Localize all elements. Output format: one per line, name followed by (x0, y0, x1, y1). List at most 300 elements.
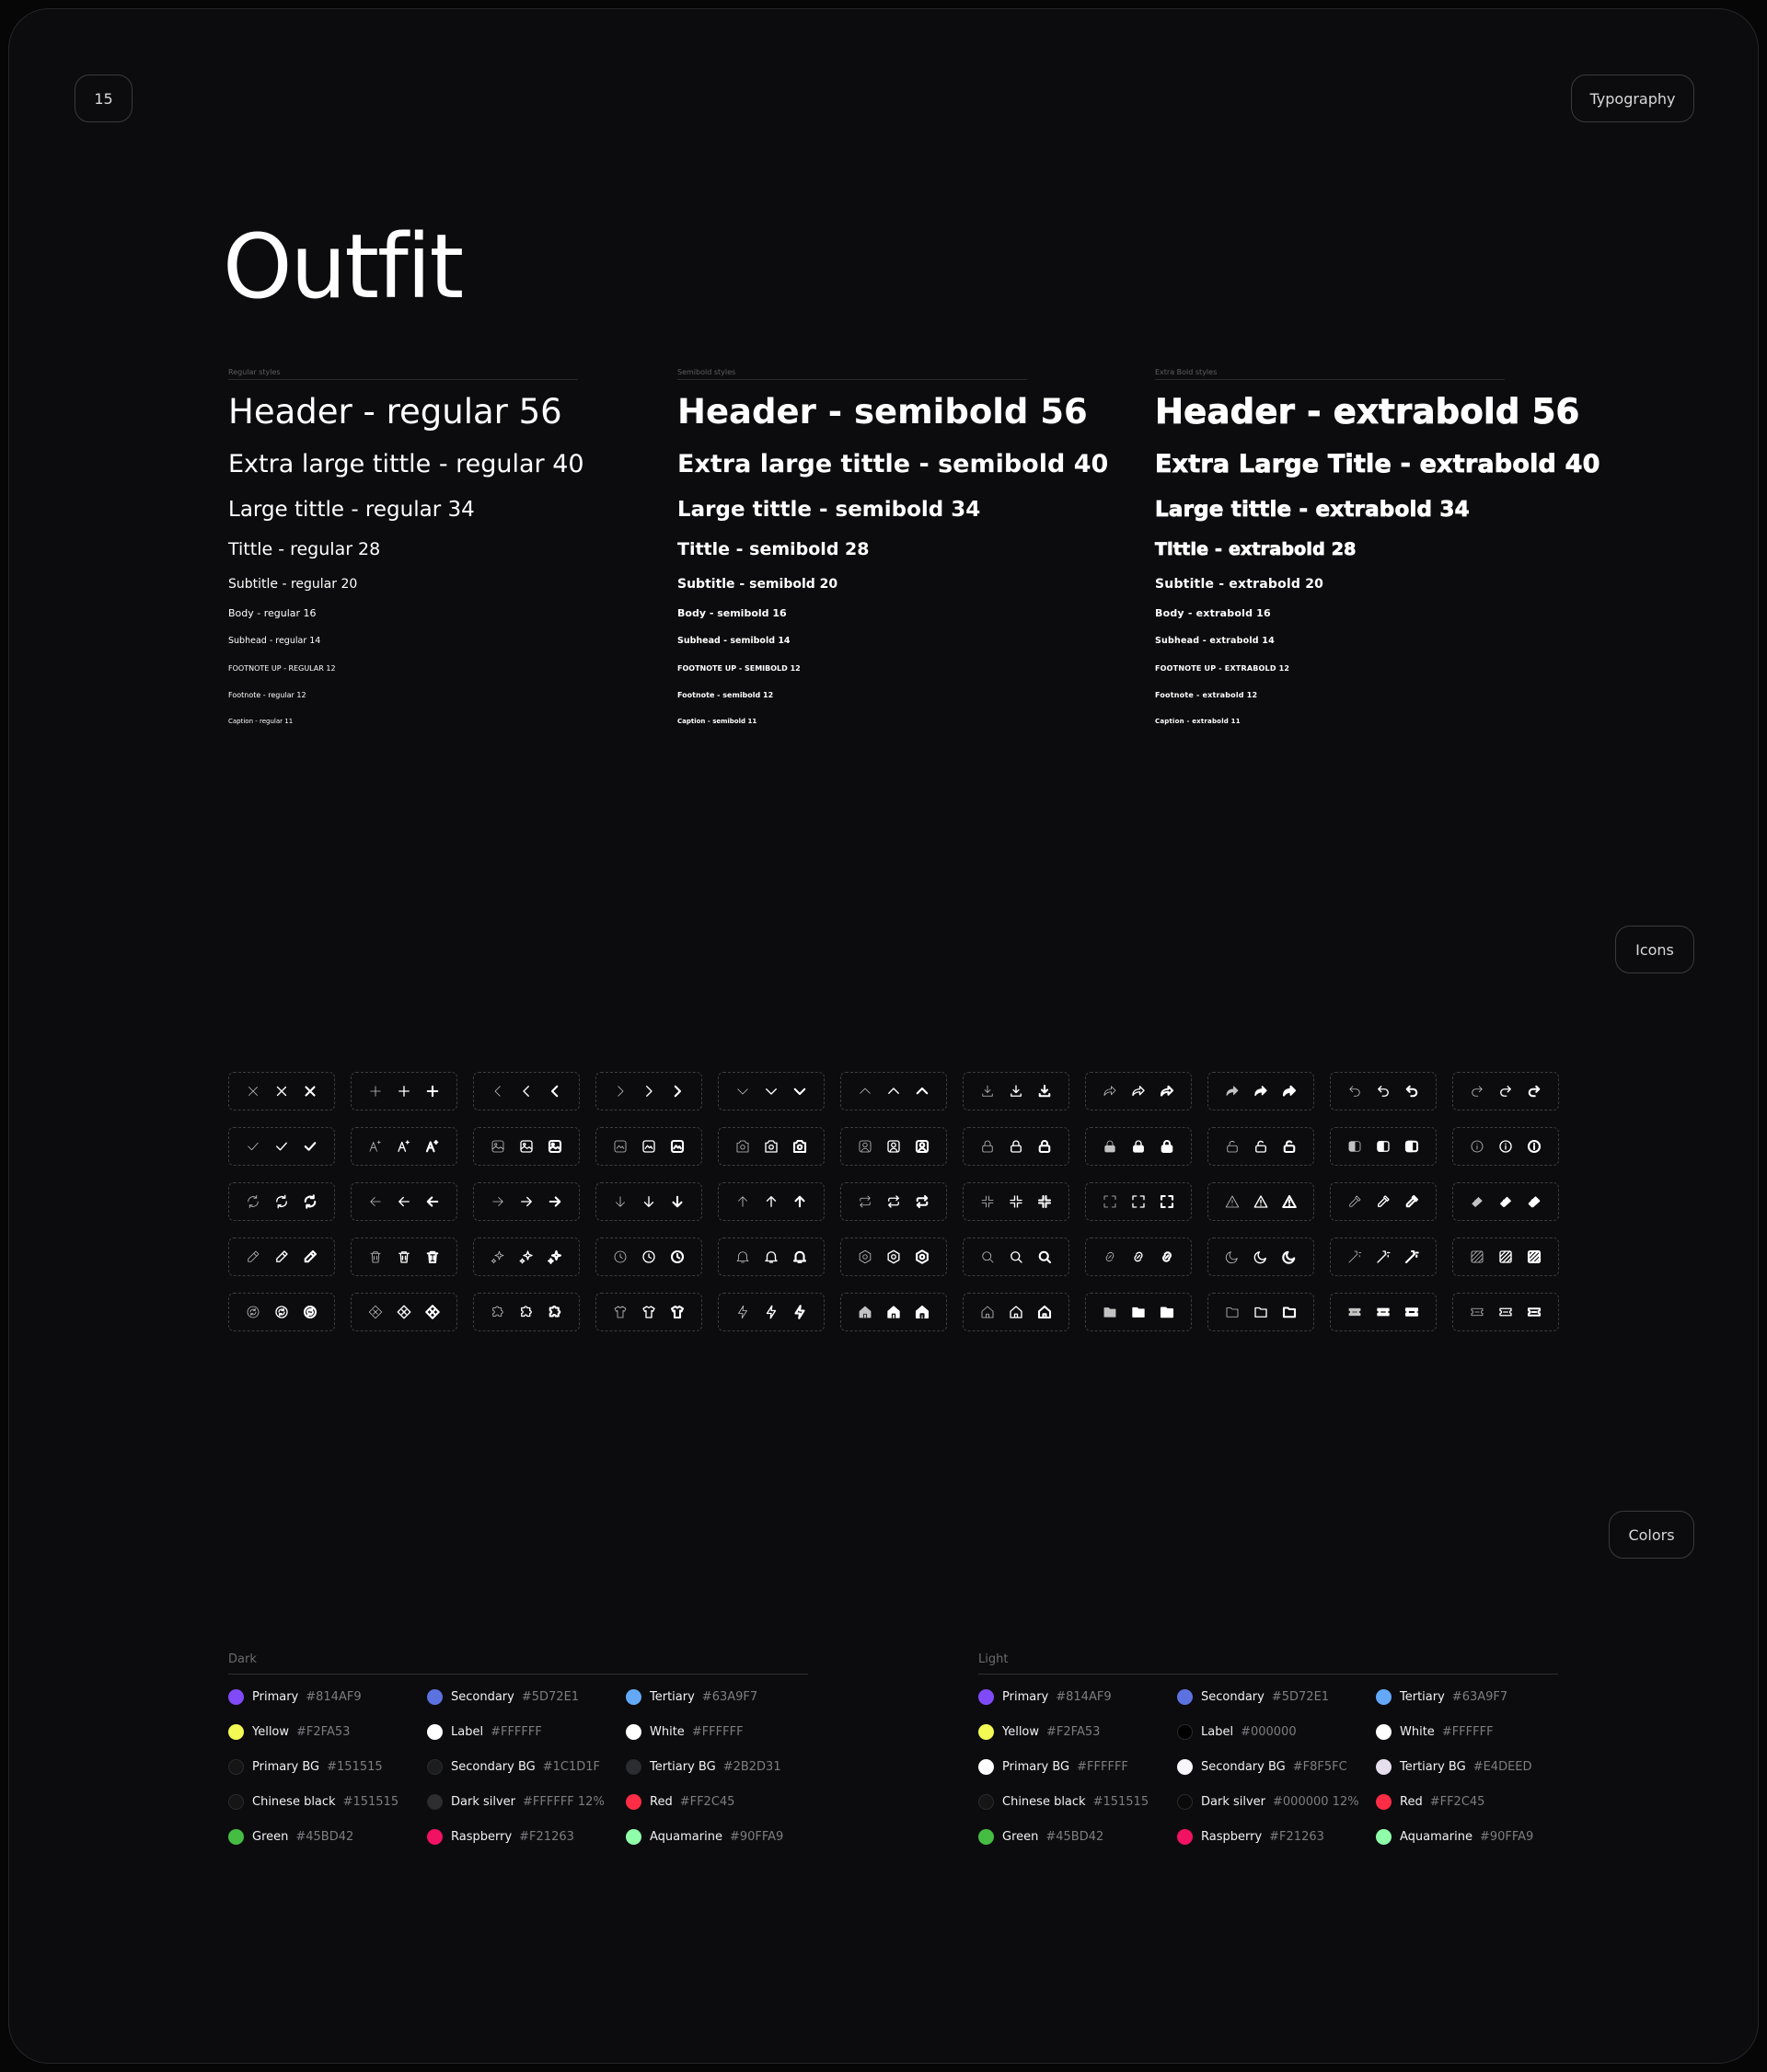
style-title: Tittle - semibold 28 (677, 539, 870, 559)
hatch-light-icon (1467, 1247, 1487, 1267)
style-subtitle: Subtitle - regular 20 (228, 577, 358, 592)
lock-light-icon (977, 1136, 998, 1157)
chevron-right-regular-icon (639, 1081, 659, 1101)
refresh-circle-regular-icon (271, 1302, 292, 1322)
eraser-regular-icon (1496, 1191, 1516, 1212)
color-swatch (1376, 1829, 1560, 1845)
warning-icon-set (1207, 1182, 1314, 1221)
typography-section-tag: Typography (1571, 75, 1694, 122)
style-large-title: Large tittle - extrabold 34 (1155, 498, 1470, 522)
color-swatch (978, 1689, 1177, 1705)
image-alt-icon-set (595, 1127, 702, 1166)
redo-icon-set (1452, 1072, 1559, 1111)
warning-bold-icon (1279, 1191, 1299, 1212)
chevron-right-icon-set (595, 1072, 702, 1111)
info-icon-set (1452, 1127, 1559, 1166)
puzzle-icon-set (473, 1293, 580, 1331)
color-swatch (427, 1759, 626, 1775)
chevron-down-regular-icon (761, 1081, 781, 1101)
chevron-down-icon-set (718, 1072, 825, 1111)
color-dot (626, 1759, 641, 1775)
eraser-bold-icon (1524, 1191, 1544, 1212)
style-body: Body - regular 16 (228, 607, 317, 619)
style-footnote-up: FOOTNOTE UP - EXTRABOLD 12 (1155, 664, 1290, 673)
icons-section-tag: Icons (1615, 926, 1694, 973)
color-dot (978, 1794, 994, 1810)
image-light-icon (488, 1136, 508, 1157)
color-dot (978, 1829, 994, 1845)
color-swatch (626, 1689, 810, 1705)
color-name: Primary BG (252, 1760, 320, 1774)
color-hex: #151515 (327, 1760, 383, 1774)
user-square-bold-icon (912, 1136, 932, 1157)
color-swatch (978, 1724, 1177, 1740)
color-swatch (228, 1829, 427, 1845)
eraser-light-icon (1467, 1191, 1487, 1212)
color-name: Aquamarine (650, 1830, 722, 1844)
color-hex: #90FFA9 (729, 1830, 784, 1844)
color-dot (1177, 1724, 1193, 1740)
sparkles-bold-icon (545, 1247, 565, 1267)
ticket-icon-set (1330, 1293, 1437, 1331)
lock-filled-icon-set (1085, 1127, 1192, 1166)
pencil-bold-icon (300, 1247, 320, 1267)
repeat-icon-set (840, 1182, 947, 1221)
refresh-light-icon (243, 1191, 263, 1212)
style-subhead: Subhead - extrabold 14 (1155, 636, 1275, 646)
arrow-right-regular-icon (516, 1191, 537, 1212)
link-icon-set (1085, 1237, 1192, 1276)
column-label: Extra Bold styles (1155, 368, 1505, 380)
expand-bold-icon (1157, 1191, 1177, 1212)
lock-bold-icon (1034, 1136, 1055, 1157)
style-header: Header - extrabold 56 (1155, 392, 1580, 432)
color-dot (1177, 1829, 1193, 1845)
color-dot (626, 1829, 641, 1845)
color-name: Tertiary BG (1400, 1760, 1466, 1774)
color-hex: #FFFFFF 12% (523, 1795, 605, 1809)
color-dot (1376, 1829, 1392, 1845)
tshirt-icon-set (595, 1293, 702, 1331)
ticket-bold-icon (1402, 1302, 1422, 1322)
folder-filled-bold-icon (1157, 1302, 1177, 1322)
color-name: Red (1400, 1795, 1423, 1809)
trash-light-icon (365, 1247, 386, 1267)
color-name: Primary BG (1002, 1760, 1070, 1774)
undo-light-icon (1345, 1081, 1365, 1101)
close-icon-set (228, 1072, 335, 1111)
sparkles-regular-icon (516, 1247, 537, 1267)
moon-bold-icon (1279, 1247, 1299, 1267)
share-regular-icon (1128, 1081, 1149, 1101)
palette-label: Light (978, 1652, 1558, 1675)
color-dot (228, 1759, 244, 1775)
share-icon-set (1085, 1072, 1192, 1111)
share-filled-light-icon (1222, 1081, 1242, 1101)
color-name: Green (1002, 1830, 1039, 1844)
color-name: Raspberry (451, 1830, 513, 1844)
arrow-right-bold-icon (545, 1191, 565, 1212)
style-extra-large-title: Extra Large Title - extrabold 40 (1155, 450, 1600, 478)
color-swatch (427, 1829, 626, 1845)
arrow-up-icon-set (718, 1182, 825, 1221)
color-hex: #90FFA9 (1479, 1830, 1534, 1844)
moon-light-icon (1222, 1247, 1242, 1267)
sparkles-light-icon (488, 1247, 508, 1267)
magic-wand-light-icon (1345, 1247, 1365, 1267)
font-name-title: Outfit (223, 215, 463, 318)
search-light-icon (977, 1247, 998, 1267)
color-name: Secondary BG (1201, 1760, 1286, 1774)
hatch-icon-set (1452, 1237, 1559, 1276)
image-alt-regular-icon (639, 1136, 659, 1157)
color-swatch (626, 1724, 810, 1740)
style-header: Header - regular 56 (228, 392, 562, 432)
style-footnote: Footnote - semibold 12 (677, 691, 774, 699)
ticket-outline-light-icon (1467, 1302, 1487, 1322)
expand-regular-icon (1128, 1191, 1149, 1212)
arrow-up-regular-icon (761, 1191, 781, 1212)
chevron-up-bold-icon (912, 1081, 932, 1101)
moon-regular-icon (1251, 1247, 1271, 1267)
color-swatch (427, 1794, 626, 1810)
arrow-left-icon-set (351, 1182, 457, 1221)
ticket-outline-regular-icon (1496, 1302, 1516, 1322)
dark-palette (228, 1652, 808, 1845)
refresh-icon-set (228, 1182, 335, 1221)
collapse-icon-set (963, 1182, 1069, 1221)
page-number-badge: 15 (75, 75, 133, 122)
color-swatch (1177, 1759, 1376, 1775)
column-label: Semibold styles (677, 368, 1027, 380)
image-regular-icon (516, 1136, 537, 1157)
eyedropper-regular-icon (1373, 1191, 1393, 1212)
color-hex: #F21263 (519, 1830, 574, 1844)
palette-label: Dark (228, 1652, 808, 1675)
search-regular-icon (1006, 1247, 1026, 1267)
home-filled-light-icon (855, 1302, 875, 1322)
chevron-down-light-icon (733, 1081, 753, 1101)
color-dot (978, 1689, 994, 1705)
arrow-down-bold-icon (667, 1191, 687, 1212)
color-swatch (228, 1794, 427, 1810)
color-hex: #F8F5FC (1292, 1760, 1347, 1774)
refresh-circle-bold-icon (300, 1302, 320, 1322)
expand-light-icon (1100, 1191, 1120, 1212)
stack-remove-light-icon (365, 1302, 386, 1322)
camera-lens-regular-icon (761, 1136, 781, 1157)
collapse-regular-icon (1006, 1191, 1026, 1212)
style-subhead: Subhead - semibold 14 (677, 636, 791, 646)
color-dot (626, 1794, 641, 1810)
color-swatch (228, 1724, 427, 1740)
color-name: Primary (1002, 1690, 1049, 1704)
color-swatch (1177, 1689, 1376, 1705)
settings-icon-set (840, 1237, 947, 1276)
color-hex: #FFFFFF (1077, 1760, 1128, 1774)
color-name: Dark silver (451, 1795, 516, 1809)
color-dot (978, 1724, 994, 1740)
eyedropper-icon-set (1330, 1182, 1437, 1221)
unlock-regular-icon (1251, 1136, 1271, 1157)
folder-filled-icon-set (1085, 1293, 1192, 1331)
bolt-icon-set (718, 1293, 825, 1331)
lock-filled-light-icon (1100, 1136, 1120, 1157)
style-body: Body - semibold 16 (677, 607, 787, 619)
info-bold-icon (1524, 1136, 1544, 1157)
pencil-light-icon (243, 1247, 263, 1267)
clock-regular-icon (639, 1247, 659, 1267)
color-hex: #000000 12% (1273, 1795, 1359, 1809)
magic-wand-icon-set (1330, 1237, 1437, 1276)
style-title: Tittle - regular 28 (228, 539, 381, 559)
plus-icon-set (351, 1072, 457, 1111)
refresh-circle-icon-set (228, 1293, 335, 1331)
check-bold-icon (300, 1136, 320, 1157)
trash-bold-icon (422, 1247, 443, 1267)
user-square-regular-icon (884, 1136, 904, 1157)
color-name: Label (1201, 1725, 1234, 1739)
color-swatch (1376, 1689, 1560, 1705)
link-light-icon (1100, 1247, 1120, 1267)
hatch-regular-icon (1496, 1247, 1516, 1267)
color-hex: #45BD42 (1045, 1830, 1104, 1844)
color-swatch (228, 1689, 427, 1705)
chevron-up-light-icon (855, 1081, 875, 1101)
lock-icon-set (963, 1127, 1069, 1166)
close-regular-icon (271, 1081, 292, 1101)
refresh-regular-icon (271, 1191, 292, 1212)
design-system-board (8, 8, 1759, 2064)
color-hex: #FFFFFF (491, 1725, 542, 1739)
trash-icon-set (351, 1237, 457, 1276)
image-bold-icon (545, 1136, 565, 1157)
chevron-left-icon-set (473, 1072, 580, 1111)
color-dot (228, 1794, 244, 1810)
color-hex: #FF2C45 (679, 1795, 735, 1809)
color-name: Red (650, 1795, 673, 1809)
collapse-bold-icon (1034, 1191, 1055, 1212)
arrow-right-icon-set (473, 1182, 580, 1221)
color-name: Secondary BG (451, 1760, 536, 1774)
style-footnote: Footnote - regular 12 (228, 691, 306, 699)
color-hex: #151515 (1092, 1795, 1149, 1809)
color-hex: #814AF9 (1056, 1690, 1112, 1704)
style-body: Body - extrabold 16 (1155, 607, 1271, 619)
refresh-circle-light-icon (243, 1302, 263, 1322)
style-subtitle: Subtitle - semibold 20 (677, 577, 838, 592)
warning-regular-icon (1251, 1191, 1271, 1212)
moon-icon-set (1207, 1237, 1314, 1276)
redo-bold-icon (1524, 1081, 1544, 1101)
share-light-icon (1100, 1081, 1120, 1101)
color-dot (427, 1794, 443, 1810)
color-hex: #F2FA53 (1046, 1725, 1101, 1739)
color-dot (228, 1724, 244, 1740)
color-name: Dark silver (1201, 1795, 1266, 1809)
color-hex: #151515 (342, 1795, 399, 1809)
folder-filled-regular-icon (1128, 1302, 1149, 1322)
color-name: Yellow (1002, 1725, 1040, 1739)
puzzle-regular-icon (516, 1302, 537, 1322)
color-name: Tertiary BG (650, 1760, 716, 1774)
color-swatch (228, 1759, 427, 1775)
color-hex: #5D72E1 (1271, 1690, 1330, 1704)
color-dot (1177, 1689, 1193, 1705)
color-dot (1177, 1759, 1193, 1775)
style-caption: Caption - semibold 11 (677, 718, 757, 725)
colors-section-tag: Colors (1609, 1511, 1694, 1559)
puzzle-bold-icon (545, 1302, 565, 1322)
home-filled-icon-set (840, 1293, 947, 1331)
color-dot (228, 1829, 244, 1845)
extrabold-styles-column (1155, 368, 1600, 736)
unlock-icon-set (1207, 1127, 1314, 1166)
color-hex: #FF2C45 (1429, 1795, 1485, 1809)
text-magic-icon-set (351, 1127, 457, 1166)
folder-regular-icon (1251, 1302, 1271, 1322)
color-hex: #45BD42 (295, 1830, 354, 1844)
download-icon-set (963, 1072, 1069, 1111)
home-icon-set (963, 1293, 1069, 1331)
settings-bold-icon (912, 1247, 932, 1267)
color-name: Label (451, 1725, 484, 1739)
chevron-right-bold-icon (667, 1081, 687, 1101)
color-dot (1376, 1759, 1392, 1775)
arrow-up-bold-icon (790, 1191, 810, 1212)
color-swatch (1376, 1759, 1560, 1775)
color-name: White (650, 1725, 685, 1739)
stack-remove-icon-set (351, 1293, 457, 1331)
link-bold-icon (1157, 1247, 1177, 1267)
user-square-icon-set (840, 1127, 947, 1166)
lock-filled-bold-icon (1157, 1136, 1177, 1157)
arrow-right-light-icon (488, 1191, 508, 1212)
clock-bold-icon (667, 1247, 687, 1267)
arrow-left-light-icon (365, 1191, 386, 1212)
arrow-down-icon-set (595, 1182, 702, 1221)
redo-regular-icon (1496, 1081, 1516, 1101)
unlock-bold-icon (1279, 1136, 1299, 1157)
lock-regular-icon (1006, 1136, 1026, 1157)
color-name: Aquamarine (1400, 1830, 1472, 1844)
color-swatch (1376, 1794, 1560, 1810)
home-bold-icon (1034, 1302, 1055, 1322)
color-dot (1376, 1689, 1392, 1705)
chevron-left-light-icon (488, 1081, 508, 1101)
chevron-right-light-icon (610, 1081, 630, 1101)
swatch-list (228, 1689, 808, 1845)
chevron-left-bold-icon (545, 1081, 565, 1101)
undo-regular-icon (1373, 1081, 1393, 1101)
color-hex: #F2FA53 (296, 1725, 351, 1739)
color-dot (1376, 1724, 1392, 1740)
puzzle-light-icon (488, 1302, 508, 1322)
color-hex: #5D72E1 (521, 1690, 580, 1704)
image-icon-set (473, 1127, 580, 1166)
color-hex: #63A9F7 (1451, 1690, 1508, 1704)
eraser-icon-set (1452, 1182, 1559, 1221)
home-regular-icon (1006, 1302, 1026, 1322)
color-name: Chinese black (1002, 1795, 1086, 1809)
info-light-icon (1467, 1136, 1487, 1157)
color-hex: #2B2D31 (722, 1760, 781, 1774)
repeat-bold-icon (912, 1191, 932, 1212)
close-bold-icon (300, 1081, 320, 1101)
collapse-light-icon (977, 1191, 998, 1212)
style-header: Header - semibold 56 (677, 392, 1088, 432)
color-swatch (1177, 1794, 1376, 1810)
expand-icon-set (1085, 1182, 1192, 1221)
color-name: Green (252, 1830, 289, 1844)
stack-remove-bold-icon (422, 1302, 443, 1322)
text-magic-regular-icon (394, 1136, 414, 1157)
color-swatch (626, 1829, 810, 1845)
color-dot (626, 1689, 641, 1705)
info-regular-icon (1496, 1136, 1516, 1157)
style-footnote-up: FOOTNOTE UP - REGULAR 12 (228, 664, 336, 673)
light-palette (978, 1652, 1558, 1845)
style-caption: Caption - extrabold 11 (1155, 718, 1241, 725)
color-swatch (1177, 1829, 1376, 1845)
ticket-outline-bold-icon (1524, 1302, 1544, 1322)
color-swatch (427, 1724, 626, 1740)
bell-bold-icon (790, 1247, 810, 1267)
style-caption: Caption - regular 11 (228, 718, 294, 725)
bell-icon-set (718, 1237, 825, 1276)
semibold-styles-column (677, 368, 1109, 736)
style-large-title: Large tittle - semibold 34 (677, 498, 981, 522)
color-dot (427, 1759, 443, 1775)
refresh-bold-icon (300, 1191, 320, 1212)
style-subtitle: Subtitle - extrabold 20 (1155, 577, 1324, 592)
check-regular-icon (271, 1136, 292, 1157)
contrast-bold-icon (1402, 1136, 1422, 1157)
contrast-light-icon (1345, 1136, 1365, 1157)
color-name: Secondary (451, 1690, 514, 1704)
arrow-down-regular-icon (639, 1191, 659, 1212)
bell-light-icon (733, 1247, 753, 1267)
magic-wand-regular-icon (1373, 1247, 1393, 1267)
color-hex: #000000 (1241, 1725, 1297, 1739)
share-bold-icon (1157, 1081, 1177, 1101)
share-filled-bold-icon (1279, 1081, 1299, 1101)
ticket-outline-icon-set (1452, 1293, 1559, 1331)
text-magic-bold-icon (422, 1136, 443, 1157)
pencil-regular-icon (271, 1247, 292, 1267)
close-light-icon (243, 1081, 263, 1101)
repeat-light-icon (855, 1191, 875, 1212)
color-name: Secondary (1201, 1690, 1265, 1704)
style-extra-large-title: Extra large tittle - semibold 40 (677, 450, 1109, 478)
plus-regular-icon (394, 1081, 414, 1101)
style-subhead: Subhead - regular 14 (228, 636, 321, 646)
color-hex: #814AF9 (306, 1690, 362, 1704)
bell-regular-icon (761, 1247, 781, 1267)
chevron-left-regular-icon (516, 1081, 537, 1101)
settings-regular-icon (884, 1247, 904, 1267)
style-extra-large-title: Extra large tittle - regular 40 (228, 450, 584, 478)
color-name: Raspberry (1201, 1830, 1263, 1844)
ticket-regular-icon (1373, 1302, 1393, 1322)
chevron-down-bold-icon (790, 1081, 810, 1101)
color-name: Tertiary (650, 1690, 695, 1704)
color-swatch (978, 1829, 1177, 1845)
folder-bold-icon (1279, 1302, 1299, 1322)
camera-lens-icon-set (718, 1127, 825, 1166)
eyedropper-bold-icon (1402, 1191, 1422, 1212)
camera-lens-bold-icon (790, 1136, 810, 1157)
